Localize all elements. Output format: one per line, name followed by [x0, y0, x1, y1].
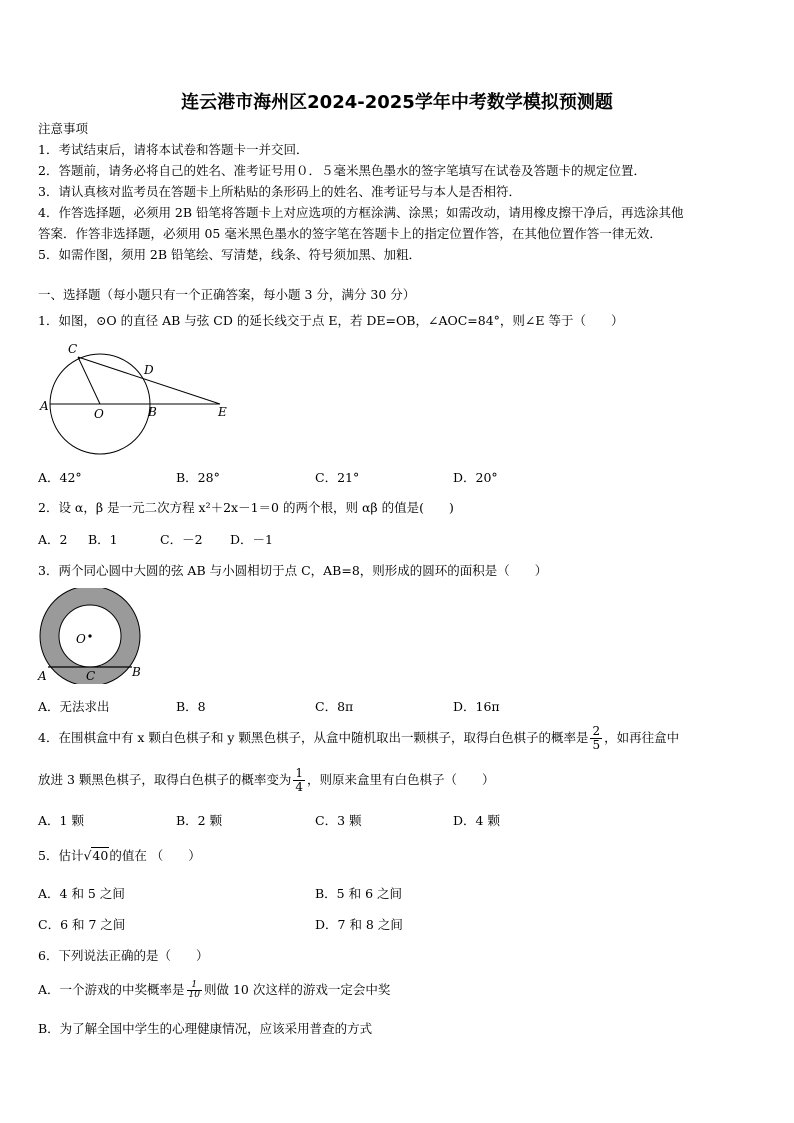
- q5-option-b: B．5 和 6 之间: [315, 886, 403, 901]
- q2-option-d: D．－1: [230, 532, 273, 547]
- fraction: $\frac{1}{10}$: [188, 980, 200, 1000]
- q1-option-b: B．28°: [176, 470, 220, 485]
- q1-figure: [34, 338, 234, 456]
- notice-item: 4．作答选择题，必须用 2B 铅笔将答题卡上对应选项的方框涂满、涂黑；如需改动，请用橡皮擦干净后，再选涂其他: [38, 205, 684, 220]
- question-3-text: 3．两个同心圆中大圆的弦 AB 与小圆相切于点 C，AB=8，则形成的圆环的面积是（ ）: [38, 563, 548, 578]
- q1-option-c: C．21°: [315, 470, 360, 485]
- q4-option-c: C．3 颗: [315, 813, 362, 828]
- q3-figure: [34, 588, 146, 684]
- q3-option-a: A．无法求出: [38, 699, 110, 714]
- q3-option-c: C．8π: [315, 699, 354, 714]
- question-5-text: 5．估计√40的值在 （ ）: [38, 848, 201, 863]
- label-D: D: [144, 363, 154, 377]
- notice-heading: 注意事项: [38, 121, 89, 136]
- q3-option-d: D．16π: [453, 699, 500, 714]
- q2-option-a: A．2: [38, 532, 68, 547]
- page-title: 连云港市海州区2024-2025学年中考数学模拟预测题: [181, 92, 613, 113]
- label-A: A: [40, 399, 49, 413]
- sqrt-expression: √40: [83, 848, 109, 863]
- question-4-line-1: [38, 723, 679, 753]
- q4-text-1b: ，如再往盒中: [604, 730, 680, 745]
- label-O: O: [94, 407, 104, 421]
- label-C: C: [68, 342, 78, 356]
- label-B: B: [132, 665, 141, 679]
- label-C: C: [86, 669, 96, 683]
- notice-item: 5．如需作图，须用 2B 铅笔绘、写清楚，线条、符号须加黑、加粗．: [38, 247, 422, 262]
- fraction: $\frac{2}{5}$: [592, 724, 601, 752]
- q6-option-b: B．为了解全国中学生的心理健康情况，应该采用普查的方式: [38, 1021, 373, 1036]
- label-B: B: [148, 405, 157, 419]
- q6-option-a: A．一个游戏的中奖概率是 $\frac{1}{10}$ 则做 10 次这样的游戏一定会中奖: [38, 980, 391, 1000]
- question-4-line-2: [38, 765, 495, 795]
- question-6-text: 6．下列说法正确的是（ ）: [38, 948, 209, 963]
- notice-item: 答案．作答非选择题，必须用 05 毫米黑色墨水的签字笔在答题卡上的指定位置作答，在其他位置作答一律无效．: [38, 226, 662, 241]
- fraction: $\frac{1}{4}$: [295, 766, 304, 794]
- notice-item: 1．考试结束后，请将本试卷和答题卡一并交回．: [38, 142, 309, 157]
- label-A: A: [38, 669, 47, 683]
- q2-option-b: B．1: [88, 532, 118, 547]
- q5-option-c: C．6 和 7 之间: [38, 917, 126, 932]
- question-1-text: 1．如图，⊙O 的直径 AB 与弦 CD 的延长线交于点 E，若 DE=OB，∠AOC=84°，则∠E 等于（ ）: [38, 313, 624, 328]
- label-O: O: [76, 632, 86, 646]
- q4-option-b: B．2 颗: [176, 813, 223, 828]
- notice-item: 2．答题前，请务必将自己的姓名、准考证号用０．５毫米黑色墨水的签字笔填写在试卷及答题卡的规定位置．: [38, 163, 646, 178]
- q4-option-d: D．4 颗: [453, 813, 500, 828]
- q1-option-d: D．20°: [453, 470, 498, 485]
- q5-option-a: A．4 和 5 之间: [38, 886, 125, 901]
- q5-option-d: D．7 和 8 之间: [315, 917, 403, 932]
- question-2-text: 2．设 α，β 是一元二次方程 x²＋2x－1＝0 的两个根，则 αβ 的值是( ): [38, 500, 454, 515]
- section-heading: 一、选择题（每小题只有一个正确答案，每小题 3 分，满分 30 分）: [38, 287, 416, 302]
- q3-option-b: B．8: [176, 699, 206, 714]
- q2-option-c: C．－2: [160, 532, 203, 547]
- q1-option-a: A．42°: [38, 470, 82, 485]
- q4-text-2a: 放进 3 颗黑色棋子，取得白色棋子的概率变为: [38, 772, 292, 787]
- notice-item: 3．请认真核对监考员在答题卡上所粘贴的条形码上的姓名、准考证号与本人是否相符．: [38, 184, 521, 199]
- q4-text-2b: ，则原来盒里有白色棋子（ ）: [307, 772, 495, 787]
- q4-option-a: A．1 颗: [38, 813, 84, 828]
- q4-text-1a: 4．在围棋盒中有 x 颗白色棋子和 y 颗黑色棋子，从盒中随机取出一颗棋子，取得白色棋子的概率是: [38, 730, 589, 745]
- label-E: E: [218, 405, 227, 419]
